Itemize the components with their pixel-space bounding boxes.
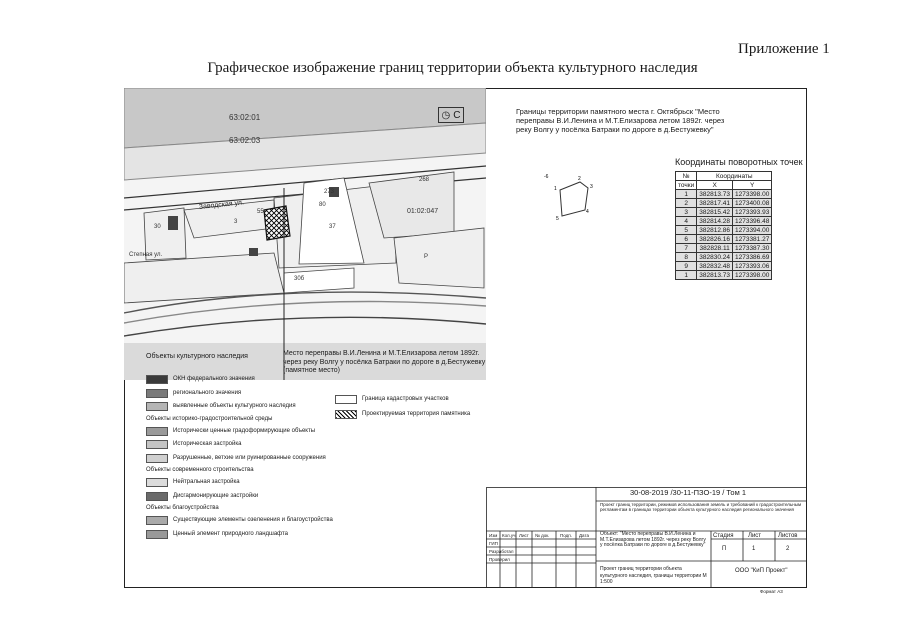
territory-description: Границы территории памятного места г. Октябрьск "Место переправы В.И.Ленина и М.Т.Елизарова летом 1892г. через реку Волгу у посёлка Батраки по дороге в д.Бестужевку" bbox=[516, 107, 725, 134]
coords-cell: 382826.16 bbox=[697, 235, 733, 244]
coords-cell: 382814.28 bbox=[697, 217, 733, 226]
coords-cell: 1273394.00 bbox=[732, 226, 771, 235]
stamp-company: ООО "КиП Проект" bbox=[735, 568, 788, 574]
legend-swatch bbox=[146, 478, 168, 487]
map-lot-number: 30 bbox=[154, 224, 161, 230]
stamp-head-cell: Изм bbox=[489, 533, 498, 538]
coords-cell: 382813.73 bbox=[697, 271, 733, 280]
coords-cell: 1273386.69 bbox=[732, 253, 771, 262]
legend-swatch-boundary bbox=[335, 395, 357, 404]
stamp-stage: П bbox=[722, 546, 727, 552]
svg-text:1: 1 bbox=[554, 186, 557, 192]
svg-text:-6: -6 bbox=[544, 174, 549, 180]
coords-cell: 1273387.30 bbox=[732, 244, 771, 253]
stamp-code: 30-08-2019 /30-11-ПЗО-19 / Том 1 bbox=[630, 488, 746, 497]
stamp-role: Проверил bbox=[489, 557, 510, 562]
legend-label: Историческая застройка bbox=[173, 441, 242, 447]
appendix-label: Приложение 1 bbox=[738, 41, 830, 57]
legend-label: Разрушенные, ветхие или руинированные сооружения bbox=[173, 454, 326, 461]
heritage-territory bbox=[264, 206, 290, 240]
map-lot-number: 30б bbox=[294, 276, 305, 282]
legend-label: Нейтральная застройка bbox=[173, 479, 240, 485]
legend-swatch bbox=[146, 454, 168, 463]
coords-cell: 1273381.27 bbox=[732, 235, 771, 244]
coords-cell: 382817.41 bbox=[697, 199, 733, 208]
stamp-col-sheets: Листов bbox=[778, 533, 798, 539]
svg-text:5: 5 bbox=[556, 216, 559, 222]
map-label-quarter: 01:02:047 bbox=[407, 208, 439, 215]
compass-icon: ◷ bbox=[441, 109, 451, 121]
legend-swatch bbox=[146, 375, 168, 384]
map-lot-number: 37 bbox=[329, 224, 336, 230]
coords-cell: 382813.73 bbox=[697, 190, 733, 199]
stamp-sheet: 1 bbox=[752, 546, 756, 552]
map-lot-number: P bbox=[424, 254, 429, 260]
coords-header-y: Y bbox=[732, 181, 771, 190]
coords-header-num: № bbox=[676, 172, 697, 181]
coords-cell: 1273400.08 bbox=[732, 199, 771, 208]
coords-cell: 4 bbox=[676, 217, 697, 226]
legend-swatch bbox=[146, 440, 168, 449]
legend-label-boundary: Граница кадастровых участков bbox=[362, 396, 449, 402]
stamp-sheets: 2 bbox=[786, 546, 790, 552]
legend-label: ОКН федерального значения bbox=[173, 376, 255, 382]
coords-cell: 8 bbox=[676, 253, 697, 262]
legend-swatch bbox=[146, 516, 168, 525]
map-label-street-2: Степная ул. bbox=[129, 252, 163, 258]
coords-cell: 382828.11 bbox=[697, 244, 733, 253]
stamp-col-stage: Стадия bbox=[713, 533, 734, 539]
stamp-drawing-name: Проект границ территории объекта культурного наследия, границы территории М 1:500 bbox=[600, 566, 707, 585]
map-caption: Место переправы В.И.Ленина и М.Т.Елизарова летом 1892г. через реку Волгу у посёлка Батраки по дороге в д.Бестужевку (памятное место) bbox=[283, 350, 486, 374]
legend-swatch bbox=[146, 492, 168, 501]
map-label-cadastral-1: 63:02:01 bbox=[229, 113, 261, 122]
legend-title: Объекты культурного наследия bbox=[146, 353, 248, 360]
coords-cell: 1 bbox=[676, 271, 697, 280]
coords-cell: 1273396.48 bbox=[732, 217, 771, 226]
stamp-col-sheet: Лист bbox=[748, 533, 762, 539]
legend-label: Существующие элементы озеленения и благоустройства bbox=[173, 517, 333, 523]
legend-label: Ценный элемент природного ландшафта bbox=[173, 530, 289, 537]
coords-cell: 3 bbox=[676, 208, 697, 217]
coords-cell: 382812.86 bbox=[697, 226, 733, 235]
coords-cell: 9 bbox=[676, 262, 697, 271]
legend-swatch bbox=[146, 402, 168, 411]
legend-label: Исторически ценные градоформирующие объекты bbox=[173, 427, 316, 434]
map-lot-number: 3 bbox=[234, 219, 238, 225]
stamp-format: Формат А3 bbox=[760, 589, 783, 594]
coords-cell: 2 bbox=[676, 199, 697, 208]
map-label-cadastral-2: 63:02:03 bbox=[229, 136, 261, 145]
stamp-head-cell: Подп. bbox=[560, 533, 572, 538]
map-lot-number: 80 bbox=[319, 202, 326, 208]
stamp-head-cell: Кол.уч. bbox=[502, 533, 517, 538]
legend-group-heading: Объекты благоустройства bbox=[146, 505, 219, 511]
svg-text:2: 2 bbox=[578, 176, 581, 182]
legend-swatch bbox=[146, 389, 168, 398]
compass-box bbox=[438, 107, 464, 123]
legend-label: Дисгармонирующие застройки bbox=[173, 492, 259, 499]
stamp-head-cell: № док. bbox=[535, 533, 550, 538]
map-lot-number: 273 bbox=[324, 189, 335, 195]
svg-text:3: 3 bbox=[590, 184, 593, 190]
legend-group-heading: Объекты современного строительства bbox=[146, 467, 254, 473]
coords-cell: 5 bbox=[676, 226, 697, 235]
coords-cell: 1273398.00 bbox=[732, 271, 771, 280]
page-title: Графическое изображение границ территории объекта культурного наследия bbox=[207, 60, 698, 76]
coords-cell: 6 bbox=[676, 235, 697, 244]
stamp-role: ГИП bbox=[489, 541, 498, 546]
coords-cell: 382815.42 bbox=[697, 208, 733, 217]
coords-header-x: X bbox=[697, 181, 733, 190]
legend-label: регионального значения bbox=[173, 389, 242, 396]
coords-cell: 1273393.06 bbox=[732, 262, 771, 271]
coords-cell: 7 bbox=[676, 244, 697, 253]
legend-group-heading: Объекты историко-градостроительной среды bbox=[146, 415, 273, 422]
map-lot-number: 268 bbox=[419, 177, 430, 183]
legend-label-territory: Проектируемая территория памятника bbox=[362, 411, 471, 417]
stamp-head-cell: Лист bbox=[519, 533, 529, 538]
legend-label: выявленные объекты культурного наследия bbox=[173, 403, 296, 409]
map-label-street: Заводская ул. bbox=[198, 199, 245, 211]
compass-label: С bbox=[453, 109, 461, 121]
cadastral-map bbox=[124, 88, 486, 380]
map-lot-number: 55 bbox=[257, 209, 264, 215]
coords-cell: 382830.24 bbox=[697, 253, 733, 262]
coords-title: Координаты поворотных точек bbox=[675, 157, 803, 167]
coords-header-point: точки bbox=[676, 181, 697, 190]
legend-swatch bbox=[146, 530, 168, 539]
coords-cell: 1 bbox=[676, 190, 697, 199]
stamp-role: Разработал bbox=[489, 549, 514, 554]
stamp-purpose: Проект границ территории, режимов использования земель и требований к градостроительным регламентам в границах территории объекта культурного наследия регионального значения bbox=[600, 502, 802, 512]
coords-cell: 382832.48 bbox=[697, 262, 733, 271]
coords-cell: 1273398.00 bbox=[732, 190, 771, 199]
coords-table bbox=[675, 171, 772, 280]
legend-swatch-territory bbox=[335, 410, 357, 419]
coords-cell: 1273393.93 bbox=[732, 208, 771, 217]
stamp-object: Объект: "Место переправы В.И.Ленина и М.Т.Елизарова летом 1892г. через реку Волгу у посёлка Батраки по дороге в д.Бестужевку" bbox=[600, 531, 706, 548]
svg-text:4: 4 bbox=[586, 209, 589, 215]
legend-swatch bbox=[146, 427, 168, 436]
coords-header-coords: Координаты bbox=[697, 172, 772, 181]
stamp-head-cell: Дата bbox=[579, 533, 589, 538]
boundary-mini-plan bbox=[540, 168, 615, 228]
